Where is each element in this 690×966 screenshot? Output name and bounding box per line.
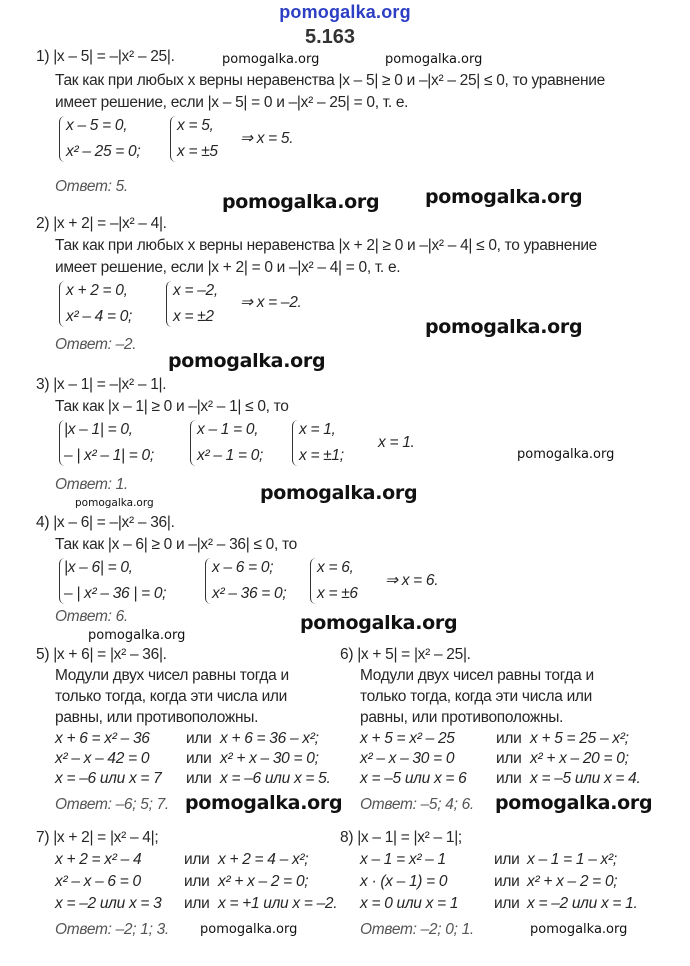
or-word: или [184,895,210,912]
equation: x = –2, [173,282,218,299]
system-brace [170,116,177,162]
system-brace [292,420,299,466]
equation: x = 1, [299,421,336,438]
watermark: pomogalka.org [222,52,320,67]
answer: Ответ: 5. [55,178,128,195]
equation: x² – x – 42 = 0 [55,750,150,767]
equation: x + 5 = 25 – x²; [530,730,629,747]
problem-title: 6) |x + 5| = |x² – 25|. [340,646,471,663]
system-brace [310,558,317,604]
or-word: или [186,730,212,747]
answer: Ответ: 1. [55,476,128,493]
watermark: pomogalka.org [168,350,326,372]
result: ⇒ x = 6. [385,572,439,589]
equation: x = –5 или x = 6 [360,770,467,787]
equation: x – 6 = 0; [212,559,274,576]
answer: Ответ: –5; 4; 6. [360,796,474,813]
equation: x² + x – 20 = 0; [530,750,629,767]
watermark: pomogalka.org [185,792,343,814]
equation: x = 0 или x = 1 [360,895,459,912]
problem-title: 3) |x – 1| = –|x² – 1|. [36,376,167,393]
system-brace [166,281,173,327]
equation: x + 6 = 36 – x²; [220,730,319,747]
system-brace [190,420,197,466]
or-word: или [496,730,522,747]
equation: x = ±1; [299,447,344,464]
text-line: равны, или противоположны. [360,709,564,726]
watermark: pomogalka.org [200,922,298,937]
equation: x² – 1 = 0; [197,447,264,464]
equation: x = 5, [177,117,214,134]
text-line: имеет решение, если |x + 2| = 0 и –|x² – 4| = 0, т. е. [55,259,401,276]
text-line: Так как |x – 1| ≥ 0 и –|x² – 1| ≤ 0, то [55,398,289,415]
problem-title: 1) |x – 5| = –|x² – 25|. [36,48,175,65]
equation: x + 2 = 0, [66,282,128,299]
result: ⇒ x = 5. [240,130,294,147]
equation: x + 2 = 4 – x²; [218,851,309,868]
equation: x + 5 = x² – 25 [360,730,455,747]
system-brace [59,281,66,327]
equation: x – 5 = 0, [66,117,128,134]
or-word: или [496,750,522,767]
equation: – | x² – 36 | = 0; [64,585,167,602]
watermark: pomogalka.org [385,52,483,67]
equation: x = +1 или x = –2. [218,895,338,912]
problem-title: 2) |x + 2| = –|x² – 4|. [36,215,167,232]
or-word: или [496,770,522,787]
watermark: pomogalka.org [88,628,186,643]
text-line: Модули двух чисел равны тогда и [55,667,289,684]
equation: x + 2 = x² – 4 [55,851,142,868]
text-line: Модули двух чисел равны тогда и [360,667,594,684]
equation: x² – 4 = 0; [66,308,133,325]
equation: x + 6 = x² – 36 [55,730,150,747]
text-line: равны, или противоположны. [55,709,259,726]
or-word: или [494,873,520,890]
equation: x² – 36 = 0; [212,585,287,602]
problem-title: 7) |x + 2| = |x² – 4|; [36,829,159,846]
text-line: Так как при любых x верны неравенства |x + 2| ≥ 0 и –|x² – 4| ≤ 0, то уравнение [55,237,598,254]
answer: Ответ: –2; 0; 1. [360,921,474,938]
system-brace [205,558,212,604]
equation: x = ±5 [177,143,218,160]
equation: x = ±6 [317,585,358,602]
watermark: pomogalka.org [300,612,458,634]
watermark: pomogalka.org [425,186,583,208]
watermark: pomogalka.org [530,922,628,937]
equation: – | x² – 1| = 0; [64,447,154,464]
equation: x – 1 = 1 – x²; [527,851,617,868]
answer: Ответ: –2; 1; 3. [55,921,169,938]
equation: |x – 1| = 0, [64,421,133,438]
equation: x² – x – 30 = 0 [360,750,455,767]
watermark: pomogalka.org [75,497,154,509]
result: ⇒ x = –2. [240,294,302,311]
watermark: pomogalka.org [495,792,653,814]
equation: x = –2 или x = 3 [55,895,162,912]
or-word: или [494,895,520,912]
answer: Ответ: –6; 5; 7. [55,796,169,813]
site-title: pomogalka.org [279,2,411,22]
text-line: Так как при любых x верны неравенства |x – 5| ≥ 0 и –|x² – 25| ≤ 0, то уравнение [55,72,605,89]
text-line: Так как |x – 6| ≥ 0 и –|x² – 36| ≤ 0, то [55,536,297,553]
answer: Ответ: 6. [55,608,128,625]
equation: x² + x – 2 = 0; [218,873,309,890]
equation: x = ±2 [173,308,214,325]
or-word: или [186,770,212,787]
equation: x = 6, [317,559,354,576]
equation: x – 1 = 0, [197,421,259,438]
watermark: pomogalka.org [260,482,418,504]
equation: x – 1 = x² – 1 [360,851,446,868]
equation: x = –2 или x = 1. [527,895,638,912]
text-line: только тогда, когда эти числа или [360,688,593,705]
exercise-number: 5.163 [304,26,356,48]
equation: x² – x – 6 = 0 [55,873,141,890]
text-line: только тогда, когда эти числа или [55,688,288,705]
watermark: pomogalka.org [425,316,583,338]
equation: x² + x – 2 = 0; [527,873,618,890]
problem-title: 5) |x + 6| = |x² – 36|. [36,646,167,663]
equation: x² – 25 = 0; [66,143,141,160]
problem-title: 8) |x – 1| = |x² – 1|; [340,829,462,846]
or-word: или [184,851,210,868]
result: x = 1. [378,434,415,451]
equation: x = –6 или x = 7 [55,770,162,787]
watermark: pomogalka.org [222,191,380,213]
equation: x² + x – 30 = 0; [220,750,319,767]
equation: x · (x – 1) = 0 [360,873,448,890]
text-line: имеет решение, если |x – 5| = 0 и –|x² – 25| = 0, т. е. [55,94,409,111]
equation: x = –6 или x = 5. [220,770,331,787]
equation: |x – 6| = 0, [64,559,133,576]
system-brace [59,116,66,162]
problem-title: 4) |x – 6| = –|x² – 36|. [36,514,175,531]
equation: x = –5 или x = 4. [530,770,641,787]
answer: Ответ: –2. [55,336,137,353]
watermark: pomogalka.org [517,447,615,462]
or-word: или [494,851,520,868]
or-word: или [186,750,212,767]
or-word: или [184,873,210,890]
